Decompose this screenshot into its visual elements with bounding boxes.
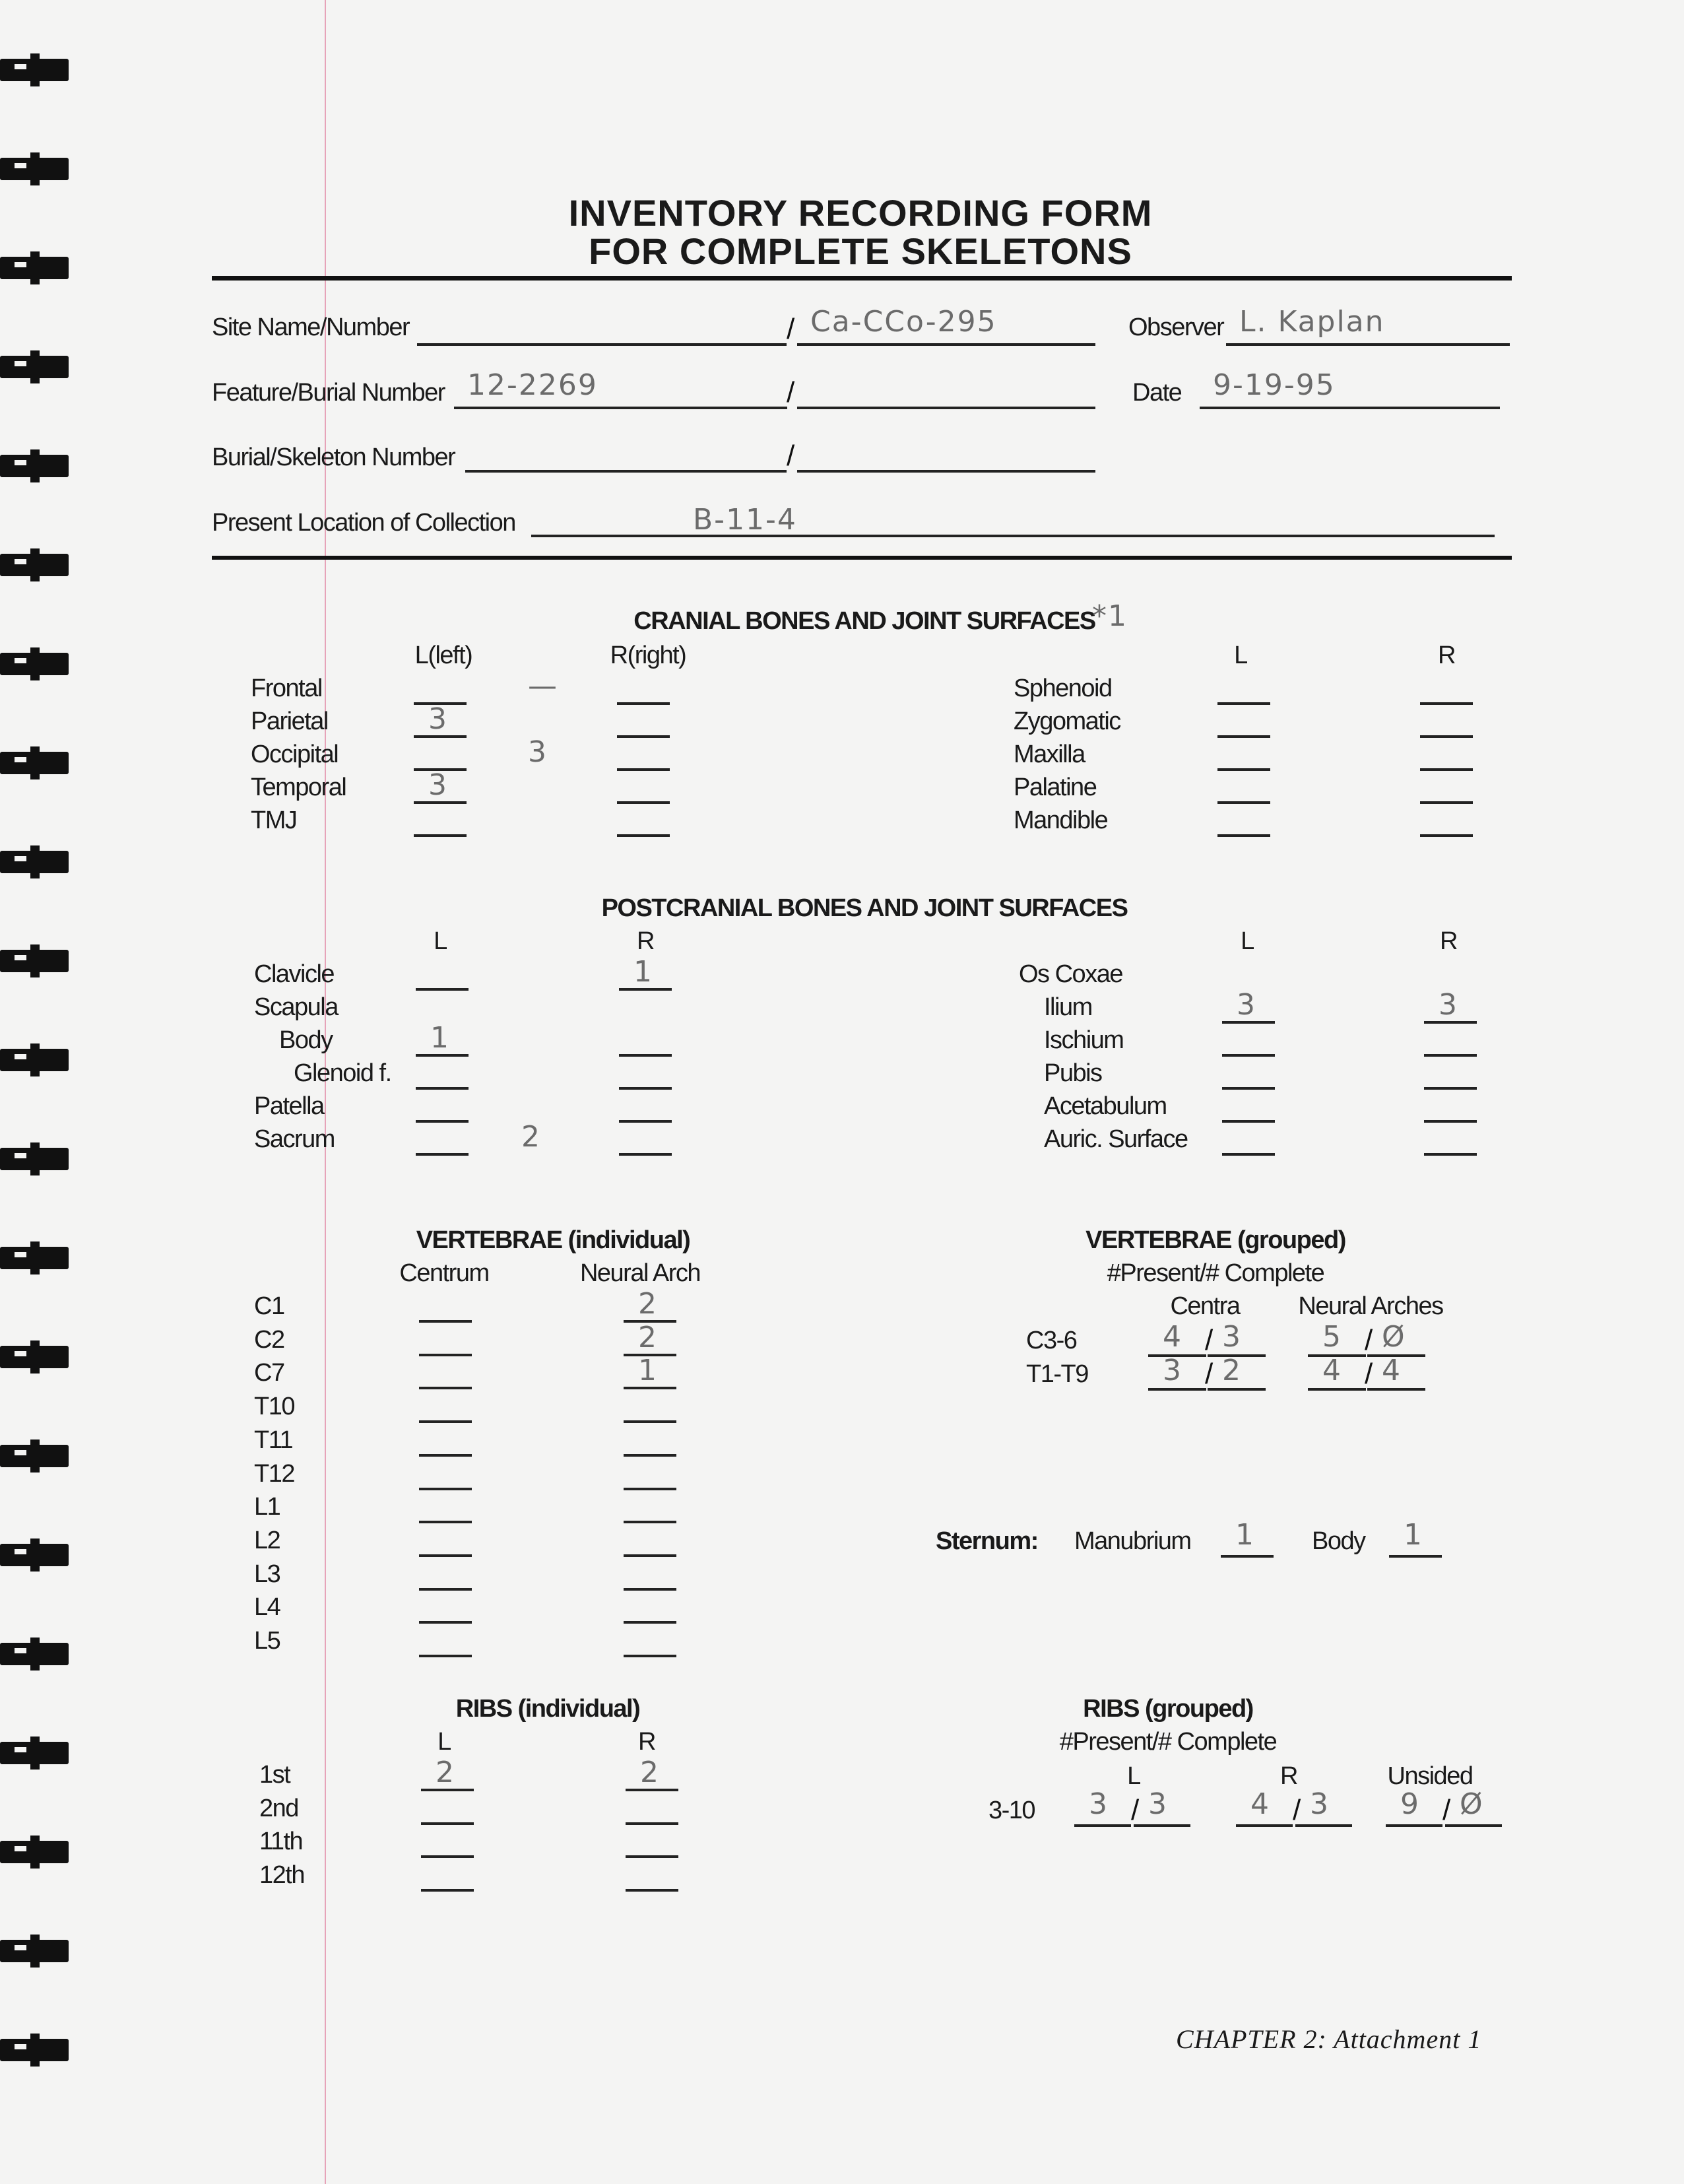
- postcranial-left-label: Sacrum: [254, 1125, 335, 1153]
- postcranial-right-l-line: [1222, 1120, 1275, 1123]
- ribs-group-line: [1074, 1824, 1131, 1827]
- cranial-right-r-line: [1420, 768, 1473, 771]
- binding-ring: [0, 1337, 69, 1376]
- vertebra-label: T10: [254, 1393, 294, 1421]
- vertebrae-group-a_complete[interactable]: 3: [1222, 1320, 1242, 1354]
- col-right: R: [638, 1728, 655, 1756]
- postcranial-right-l-line: [1222, 1153, 1275, 1156]
- binding-ring: [0, 842, 69, 881]
- vertebra-label: C2: [254, 1325, 284, 1354]
- feature-label: Feature/Burial Number: [212, 379, 445, 407]
- postcranial-left-l-value[interactable]: 1: [430, 1021, 450, 1055]
- vertebra-l-line: [419, 1320, 472, 1323]
- binding-ring: [0, 149, 69, 188]
- cranial-annotation: *1: [1092, 599, 1128, 633]
- feature-number-value[interactable]: 12-2269: [467, 368, 598, 402]
- rib-r-line: [626, 1855, 678, 1858]
- observer-value-line: [1226, 343, 1510, 346]
- manubrium-value[interactable]: 1: [1235, 1518, 1255, 1552]
- cranial-right-r-line: [1420, 834, 1473, 837]
- vertebra-label: L2: [254, 1526, 280, 1554]
- postcranial-left-label: Glenoid f.: [294, 1059, 391, 1087]
- vertebra-label: L5: [254, 1627, 280, 1655]
- postcranial-left-r-line: [619, 1054, 672, 1057]
- ribs-group-l_present[interactable]: 3: [1089, 1787, 1109, 1821]
- ribs-group-line: [1134, 1824, 1190, 1827]
- sternum-body-line: [1389, 1555, 1442, 1558]
- col-neural-arch: Neural Arch: [579, 1259, 701, 1287]
- observer-label: Observer: [1128, 314, 1224, 341]
- vertebrae-group-label: T1-T9: [1026, 1360, 1088, 1388]
- burial-skeleton-label: Burial/Skeleton Number: [212, 444, 455, 471]
- vertebra-r-line: [624, 1521, 676, 1523]
- col-centrum: Centrum: [399, 1259, 489, 1287]
- binding-ring: [0, 2030, 69, 2069]
- vertebra-l-line: [419, 1420, 472, 1423]
- postcranial-right-r-line: [1424, 1087, 1477, 1090]
- col-left: L: [1127, 1762, 1140, 1790]
- slash-separator: /: [787, 313, 795, 345]
- cranial-left-r-line: [617, 768, 670, 771]
- postcranial-right-label: Pubis: [1044, 1059, 1102, 1087]
- vertebra-r-line: [624, 1420, 676, 1423]
- ribs-group-line: [1295, 1824, 1352, 1827]
- vertebra-l-line: [419, 1387, 472, 1389]
- cranial-left-r-line: [617, 735, 670, 738]
- col-neural-arches: Neural Arches: [1298, 1292, 1443, 1320]
- form-title-line1: INVENTORY RECORDING FORM: [568, 192, 1153, 234]
- col-left: L(left): [414, 642, 472, 669]
- vertebra-label: T12: [254, 1459, 294, 1488]
- observer-value[interactable]: L. Kaplan: [1239, 305, 1385, 339]
- vertebrae-grouped-title: VERTEBRAE (grouped): [1085, 1226, 1345, 1254]
- postcranial-right-r-line: [1424, 1120, 1477, 1123]
- location-value[interactable]: B-11-4: [693, 503, 797, 537]
- col-centra: Centra: [1170, 1292, 1240, 1320]
- postcranial-left-label: Clavicle: [254, 960, 335, 988]
- col-left: L: [437, 1728, 451, 1756]
- slash-separator: /: [787, 376, 795, 409]
- postcranial-left-l-line: [416, 1087, 469, 1090]
- ribs-grouped-title: RIBS (grouped): [1083, 1695, 1253, 1723]
- vertebra-r-line: [624, 1621, 676, 1624]
- cranial-left-label: Occipital: [251, 741, 339, 768]
- rib-l-value[interactable]: 2: [436, 1756, 455, 1789]
- rib-label: 2nd: [259, 1794, 298, 1822]
- cranial-left-mid-value[interactable]: —: [528, 669, 558, 703]
- cranial-left-label: Frontal: [251, 675, 322, 702]
- rib-label: 1st: [259, 1761, 290, 1789]
- col-left: L: [1241, 927, 1254, 955]
- ribs-group-label: 3-10: [988, 1797, 1035, 1824]
- vertebrae-group-b_complete[interactable]: Ø: [1382, 1320, 1406, 1354]
- cranial-right-r-line: [1420, 801, 1473, 804]
- postcranial-right-l-line: [1222, 1087, 1275, 1090]
- skeleton-line: [797, 470, 1095, 473]
- postcranial-left-r-value[interactable]: 1: [633, 955, 653, 989]
- form-title-line2: FOR COMPLETE SKELETONS: [589, 230, 1132, 272]
- binding-ring: [0, 1139, 69, 1178]
- postcranial-right-l-value[interactable]: 3: [1237, 988, 1256, 1022]
- cranial-left-mid-value[interactable]: 3: [528, 735, 548, 769]
- binding-ring: [0, 1832, 69, 1871]
- binding-ring: [0, 743, 69, 782]
- binding-ring: [0, 1040, 69, 1079]
- ribs-group-r_complete[interactable]: 3: [1310, 1787, 1330, 1821]
- binding-ring: [0, 1436, 69, 1475]
- vertebrae-group-b_present[interactable]: 4: [1322, 1354, 1342, 1387]
- col-left: L: [434, 927, 447, 955]
- cranial-right-r-line: [1420, 702, 1473, 705]
- postcranial-left-mid-value[interactable]: 2: [521, 1120, 541, 1154]
- cranial-right-l-line: [1217, 735, 1270, 738]
- vertebrae-group-line: [1367, 1388, 1425, 1391]
- sternum-body-label: Body: [1312, 1527, 1365, 1555]
- postcranial-left-l-line: [416, 1153, 469, 1156]
- vertebrae-group-b_complete[interactable]: 4: [1382, 1354, 1402, 1387]
- cranial-right-r-line: [1420, 735, 1473, 738]
- postcranial-right-label: Ischium: [1044, 1026, 1124, 1054]
- vertebra-l-line: [419, 1454, 472, 1457]
- cranial-left-l-value[interactable]: 3: [428, 702, 448, 736]
- header-rule: [212, 556, 1512, 560]
- cranial-right-l-line: [1217, 801, 1270, 804]
- ribs-group-line: [1236, 1824, 1293, 1827]
- cranial-right-label: Maxilla: [1014, 741, 1085, 768]
- feature-number-value-line: [454, 407, 787, 409]
- binding-ring: [0, 1931, 69, 1970]
- vertebra-r-value[interactable]: 1: [638, 1354, 658, 1388]
- slash-separator: /: [1205, 1358, 1214, 1390]
- vertebrae-group-line: [1308, 1388, 1366, 1391]
- vertebrae-group-a_present[interactable]: 3: [1163, 1354, 1182, 1387]
- vertebra-r-line: [624, 1588, 676, 1591]
- vertebra-l-line: [419, 1488, 472, 1490]
- burial-line: [797, 407, 1095, 409]
- slash-separator: /: [1293, 1794, 1301, 1826]
- binding-ring: [0, 1238, 69, 1277]
- rib-l-line: [421, 1855, 474, 1858]
- slash-separator: /: [1205, 1324, 1214, 1356]
- col-left: L: [1234, 642, 1247, 669]
- vertebra-label: L3: [254, 1560, 280, 1588]
- postcranial-section-title: POSTCRANIAL BONES AND JOINT SURFACES: [601, 894, 1128, 922]
- vertebra-l-line: [419, 1621, 472, 1624]
- postcranial-right-r-value[interactable]: 3: [1439, 988, 1458, 1022]
- cranial-right-label: Mandible: [1014, 807, 1108, 834]
- cranial-left-label: Parietal: [251, 708, 328, 735]
- col-right: R(right): [610, 642, 686, 669]
- site-number-value-line: [797, 343, 1095, 346]
- manubrium-label: Manubrium: [1074, 1527, 1191, 1555]
- date-value-line: [1200, 407, 1500, 409]
- burial-skeleton-line: [465, 470, 787, 473]
- vertebra-l-line: [419, 1354, 472, 1356]
- rib-label: 12th: [259, 1861, 304, 1890]
- postcranial-left-l-line: [416, 988, 469, 991]
- col-right: R: [1438, 642, 1455, 669]
- cranial-right-l-line: [1217, 702, 1270, 705]
- postcranial-right-r-line: [1424, 1153, 1477, 1156]
- date-label: Date: [1132, 379, 1182, 407]
- binding-ring: [0, 446, 69, 485]
- cranial-left-l-line: [414, 834, 467, 837]
- col-unsided: Unsided: [1387, 1762, 1473, 1790]
- cranial-left-r-line: [617, 801, 670, 804]
- postcranial-left-r-line: [619, 1153, 672, 1156]
- binding-ring: [0, 1535, 69, 1574]
- postcranial-left-r-line: [619, 1120, 672, 1123]
- vertebrae-group-b_present[interactable]: 5: [1322, 1320, 1342, 1354]
- ribs-group-line: [1445, 1824, 1502, 1827]
- vertebrae-individual-title: VERTEBRAE (individual): [416, 1226, 690, 1254]
- location-line: [531, 535, 1495, 537]
- slash-separator: /: [1365, 1358, 1373, 1390]
- vertebra-l-line: [419, 1655, 472, 1657]
- cranial-right-l-line: [1217, 834, 1270, 837]
- rib-l-line: [421, 1889, 474, 1892]
- postcranial-left-label: Patella: [254, 1092, 324, 1120]
- postcranial-left-r-line: [619, 1087, 672, 1090]
- manubrium-line: [1221, 1555, 1274, 1558]
- rib-r-line: [626, 1822, 678, 1825]
- ribs-group-l_complete[interactable]: 3: [1148, 1787, 1168, 1821]
- rib-r-line: [626, 1889, 678, 1892]
- postcranial-left-label: Scapula: [254, 993, 338, 1021]
- col-right: R: [1440, 927, 1457, 955]
- vertebrae-group-line: [1148, 1388, 1206, 1391]
- rib-l-line: [421, 1822, 474, 1825]
- vertebrae-grouped-subtitle: #Present/# Complete: [1107, 1259, 1324, 1287]
- postcranial-right-r-line: [1424, 1054, 1477, 1057]
- site-number-value[interactable]: Ca-CCo-295: [810, 305, 997, 339]
- cranial-right-l-line: [1217, 768, 1270, 771]
- site-name-line: [417, 343, 787, 346]
- binding-ring: [0, 1733, 69, 1772]
- cranial-section-title: CRANIAL BONES AND JOINT SURFACES: [633, 607, 1095, 635]
- ribs-individual-title: RIBS (individual): [455, 1695, 640, 1723]
- postcranial-right-l-line: [1222, 1054, 1275, 1057]
- rib-r-value[interactable]: 2: [640, 1756, 660, 1789]
- site-label: Site Name/Number: [212, 314, 410, 341]
- binding-ring: [0, 50, 69, 89]
- slash-separator: /: [787, 440, 795, 472]
- vertebrae-group-line: [1208, 1388, 1266, 1391]
- title-rule: [212, 276, 1512, 281]
- binding-ring: [0, 644, 69, 683]
- vertebrae-group-a_complete[interactable]: 2: [1222, 1354, 1242, 1387]
- binding-ring: [0, 941, 69, 980]
- vertebra-label: L4: [254, 1593, 280, 1622]
- vertebrae-group-label: C3-6: [1026, 1327, 1077, 1354]
- cranial-right-label: Palatine: [1014, 774, 1097, 801]
- postcranial-right-label: Auric. Surface: [1044, 1125, 1188, 1153]
- slash-separator: /: [1131, 1794, 1140, 1826]
- binding-ring: [0, 347, 69, 386]
- postcranial-right-label: Ilium: [1044, 993, 1092, 1021]
- ribs-group-u_present[interactable]: 9: [1400, 1787, 1420, 1821]
- col-right: R: [637, 927, 654, 955]
- vertebra-r-line: [624, 1488, 676, 1490]
- page-footer: CHAPTER 2: Attachment 1: [1176, 2024, 1482, 2054]
- vertebra-label: C1: [254, 1292, 284, 1320]
- vertebra-label: L1: [254, 1493, 280, 1521]
- vertebra-r-line: [624, 1454, 676, 1457]
- sternum-body-value[interactable]: 1: [1404, 1518, 1423, 1552]
- cranial-right-label: Zygomatic: [1014, 708, 1120, 735]
- binding-ring: [0, 545, 69, 584]
- col-right: R: [1280, 1762, 1297, 1790]
- vertebra-r-line: [624, 1554, 676, 1557]
- ribs-group-u_complete[interactable]: Ø: [1460, 1787, 1484, 1821]
- cranial-left-label: Temporal: [251, 774, 346, 801]
- cranial-left-l-value[interactable]: 3: [428, 768, 448, 802]
- vertebrae-group-a_present[interactable]: 4: [1163, 1320, 1182, 1354]
- cranial-left-label: TMJ: [251, 807, 297, 834]
- cranial-right-label: Sphenoid: [1014, 675, 1112, 702]
- vertebra-l-line: [419, 1554, 472, 1557]
- rib-label: 11th: [259, 1828, 303, 1856]
- postcranial-left-l-line: [416, 1120, 469, 1123]
- slash-separator: /: [1442, 1794, 1451, 1826]
- slash-separator: /: [1365, 1324, 1373, 1356]
- ribs-group-line: [1386, 1824, 1442, 1827]
- ribs-group-r_present[interactable]: 4: [1250, 1787, 1270, 1821]
- date-value[interactable]: 9-19-95: [1213, 368, 1336, 402]
- vertebra-r-value[interactable]: 2: [638, 1287, 658, 1321]
- location-label: Present Location of Collection: [212, 509, 515, 537]
- postcranial-right-label: Os Coxae: [1019, 960, 1122, 988]
- cranial-left-r-line: [617, 702, 670, 705]
- cranial-left-r-line: [617, 834, 670, 837]
- vertebra-l-line: [419, 1521, 472, 1523]
- binding-ring: [0, 1634, 69, 1673]
- sternum-label: Sternum:: [936, 1527, 1038, 1555]
- vertebra-r-line: [624, 1655, 676, 1657]
- vertebra-label: C7: [254, 1359, 284, 1387]
- vertebra-l-line: [419, 1588, 472, 1591]
- vertebra-r-value[interactable]: 2: [638, 1320, 658, 1354]
- postcranial-right-label: Acetabulum: [1044, 1092, 1167, 1120]
- vertebra-label: T11: [254, 1426, 293, 1454]
- ribs-grouped-subtitle: #Present/# Complete: [1059, 1728, 1277, 1756]
- postcranial-left-label: Body: [279, 1026, 333, 1054]
